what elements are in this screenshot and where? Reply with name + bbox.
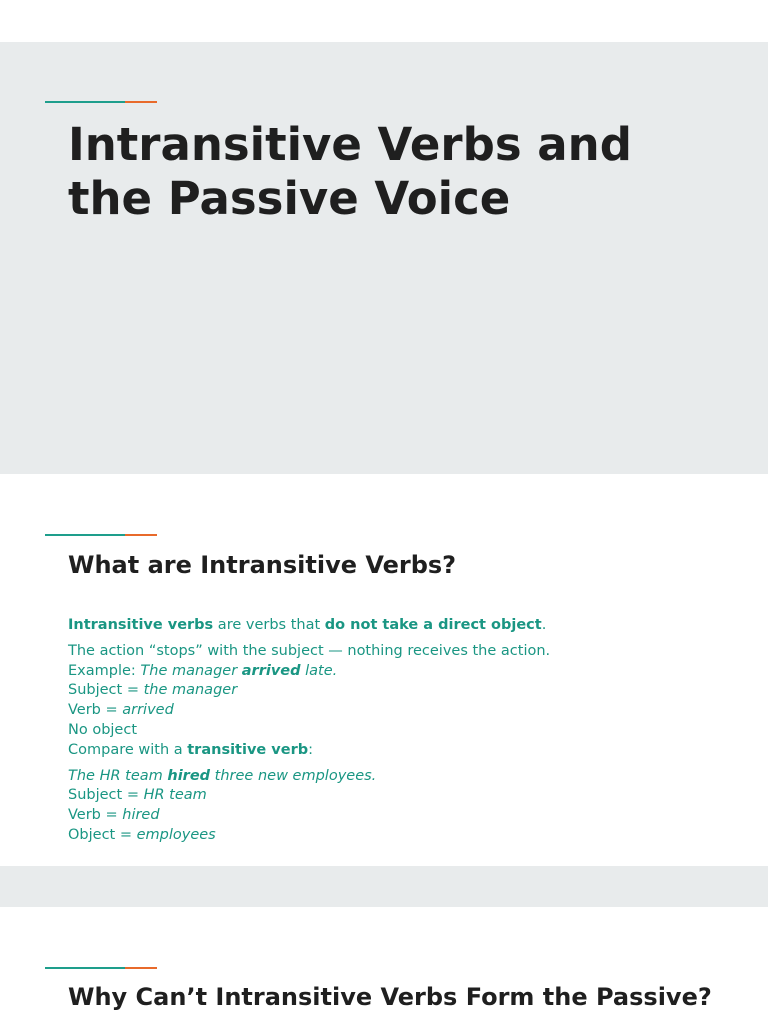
text: :	[308, 741, 313, 758]
verb-line	[68, 701, 728, 721]
text: Verb =	[68, 702, 123, 719]
example-text: The HR team	[68, 767, 168, 784]
explanation-line: The action “stops” with the subject — nothing receives the action.	[68, 642, 551, 659]
accent-line	[45, 534, 157, 536]
subject-value: HR team	[143, 787, 207, 804]
slide-separator	[0, 866, 768, 907]
example-line	[68, 662, 728, 682]
text: Object =	[68, 826, 137, 843]
term-intransitive: Intransitive verbs	[68, 617, 214, 633]
subject-line	[68, 786, 728, 806]
definition-line	[68, 616, 728, 636]
text: are verbs that	[213, 617, 325, 633]
text: Subject =	[68, 682, 144, 699]
title-slide-background	[0, 42, 768, 474]
slide-title	[68, 118, 708, 226]
subject-line	[68, 681, 728, 701]
section-heading-intransitive: What are Intransitive Verbs?	[68, 551, 457, 579]
verb-value: arrived	[122, 702, 174, 719]
subject-value: the manager	[143, 682, 238, 699]
accent-line	[45, 967, 157, 969]
object-line	[68, 826, 728, 846]
section-heading-passive: Why Can’t Intransitive Verbs Form the Passive?	[68, 983, 712, 1011]
object-value: employees	[136, 826, 216, 843]
term-direct-object: do not take a direct object	[324, 617, 542, 633]
example-text: late.	[300, 662, 338, 679]
slide-title-line-1: Intransitive Verbs and	[68, 118, 632, 171]
accent-line	[45, 101, 157, 103]
transitive-example-line	[68, 767, 728, 787]
example-verb: arrived	[241, 662, 301, 679]
text: .	[541, 617, 547, 633]
text: Example:	[68, 662, 141, 679]
text: Compare with a	[68, 741, 188, 758]
text: Subject =	[68, 787, 144, 804]
no-object-line: No object	[68, 721, 138, 738]
example-text: three new employees.	[210, 767, 377, 784]
example-text: The manager	[140, 662, 242, 679]
section-body	[68, 616, 728, 846]
term-transitive: transitive verb	[187, 741, 309, 758]
verb-line	[68, 806, 728, 826]
text: Verb =	[68, 807, 123, 824]
compare-line	[68, 741, 728, 761]
example-verb: hired	[167, 767, 211, 784]
slide-title-line-2: the Passive Voice	[68, 172, 511, 225]
verb-value: hired	[122, 807, 160, 824]
